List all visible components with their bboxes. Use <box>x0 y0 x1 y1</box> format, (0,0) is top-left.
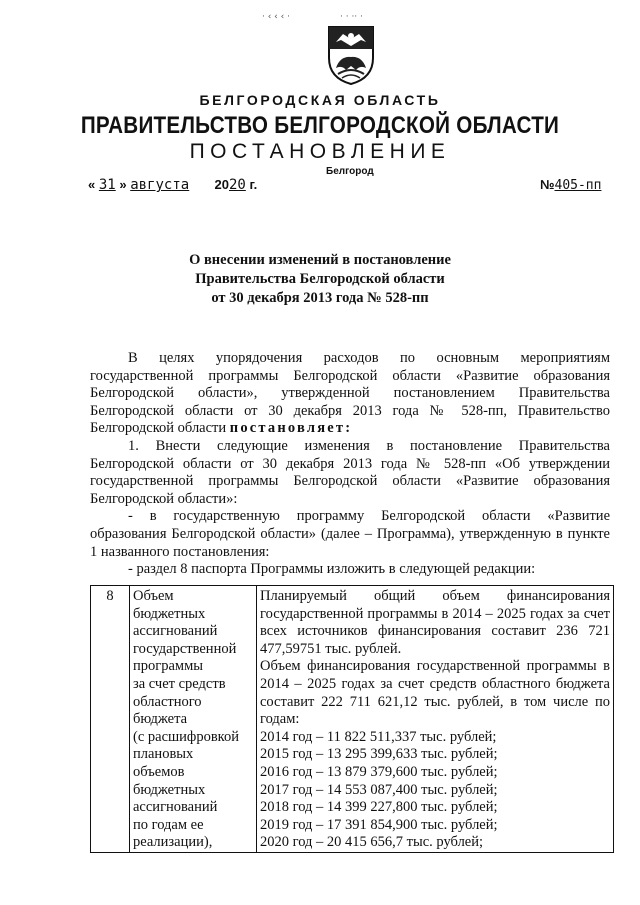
label-line: бюджетных <box>133 781 206 798</box>
label-line: Объем <box>133 588 174 604</box>
year-line: 2015 год – 13 295 399,633 тыс. рублей; <box>260 746 498 763</box>
label-line: ассигнований <box>133 799 218 816</box>
label-line: объемов <box>133 763 185 780</box>
content-paragraph: Объем финансирования государственной программы в 2014 – 2025 годах за счет средств областного бюджета составит 222 711 621,12 тыс. рублей, в том числе по годам: <box>260 658 610 728</box>
date-month: августа <box>130 177 190 193</box>
city-name: Белгород <box>326 166 374 177</box>
document-date <box>88 177 257 193</box>
date-suffix: г. <box>249 177 258 192</box>
document-body <box>90 350 610 579</box>
year-line: 2016 год – 13 879 379,600 тыс. рублей; <box>260 763 498 780</box>
label-line: бюджетных <box>133 605 206 622</box>
row-content <box>257 586 614 853</box>
government-title: ПРАВИТЕЛЬСТВО БЕЛГОРОДСКОЙ ОБЛАСТИ <box>80 112 560 139</box>
region-name: БЕЛГОРОДСКАЯ ОБЛАСТЬ <box>199 92 441 108</box>
subject-line: Правительства Белгородской области <box>195 271 445 287</box>
label-line: за счет средств <box>133 675 226 692</box>
number-value: 405-пп <box>554 178 602 193</box>
date-century: 20 <box>214 177 229 192</box>
scan-mark: · · ·· · <box>340 12 363 22</box>
paragraph-text: В целях упорядочения расходов по основным мероприятиям государственной программы Белгородской области «Развитие образования Белгородской области», утвержденной постановлением Правительства Белгородской области от 30 декабря 2013 года № 528-пп, Правительство Белгородской области <box>90 350 610 437</box>
label-line: областного <box>133 693 202 710</box>
document-subject <box>0 251 640 308</box>
passport-table <box>90 585 614 853</box>
row-label <box>130 586 257 853</box>
date-open-quote: « <box>88 177 96 192</box>
label-line: государственной <box>133 640 237 657</box>
body-paragraph: - в государственную программу Белгородской области «Развитие образования Белгородской области» (далее – Программа), утвержденную в пункте 1 названного постановления: <box>90 508 610 560</box>
body-paragraph: 1. Внести следующие изменения в постановление Правительства Белгородской области от 30 декабря 2013 года № 528-пп «Об утверждении государственной программы Белгородской области «Развитие образования Белгородской области»: <box>90 437 610 507</box>
year-line: 2014 год – 11 822 511,337 тыс. рублей; <box>260 728 497 745</box>
body-paragraph <box>90 350 610 438</box>
document-number <box>540 177 601 193</box>
label-line: плановых <box>133 746 194 763</box>
label-line: бюджета <box>133 711 188 728</box>
belgorod-coat-of-arms-icon <box>326 24 376 86</box>
date-year: 20 <box>228 177 246 193</box>
date-day: 31 <box>98 177 116 193</box>
label-line: (с расшифровкой <box>133 728 239 745</box>
document-type: ПОСТАНОВЛЕНИЕ <box>189 140 451 163</box>
scan-mark: · ‹ ‹ ‹ · <box>262 12 290 22</box>
row-number: 8 <box>91 586 130 853</box>
body-paragraph: - раздел 8 паспорта Программы изложить в следующей редакции: <box>128 561 536 578</box>
year-line: 2018 год – 14 399 227,800 тыс. рублей; <box>260 799 498 816</box>
year-line: 2020 год – 20 415 656,7 тыс. рублей; <box>260 834 484 851</box>
table-row <box>91 586 614 853</box>
label-line: реализации), <box>133 834 213 851</box>
year-line: 2019 год – 17 391 854,900 тыс. рублей; <box>260 816 498 833</box>
decree-word: постановляет: <box>229 420 353 437</box>
subject-line: О внесении изменений в постановление <box>189 252 451 268</box>
date-close-quote: » <box>119 177 127 192</box>
year-line: 2017 год – 14 553 087,400 тыс. рублей; <box>260 781 498 798</box>
number-sign: № <box>540 177 555 192</box>
label-line: по годам ее <box>133 816 204 833</box>
label-line: программы <box>133 658 203 675</box>
label-line: ассигнований <box>133 623 218 640</box>
content-paragraph: Планируемый общий объем финансирования государственной программы в 2014 – 2025 годах за счет всех источников финансирования составит 236 721 477,59751 тыс. рублей. <box>260 588 610 657</box>
subject-line: от 30 декабря 2013 года № 528-пп <box>211 290 429 306</box>
